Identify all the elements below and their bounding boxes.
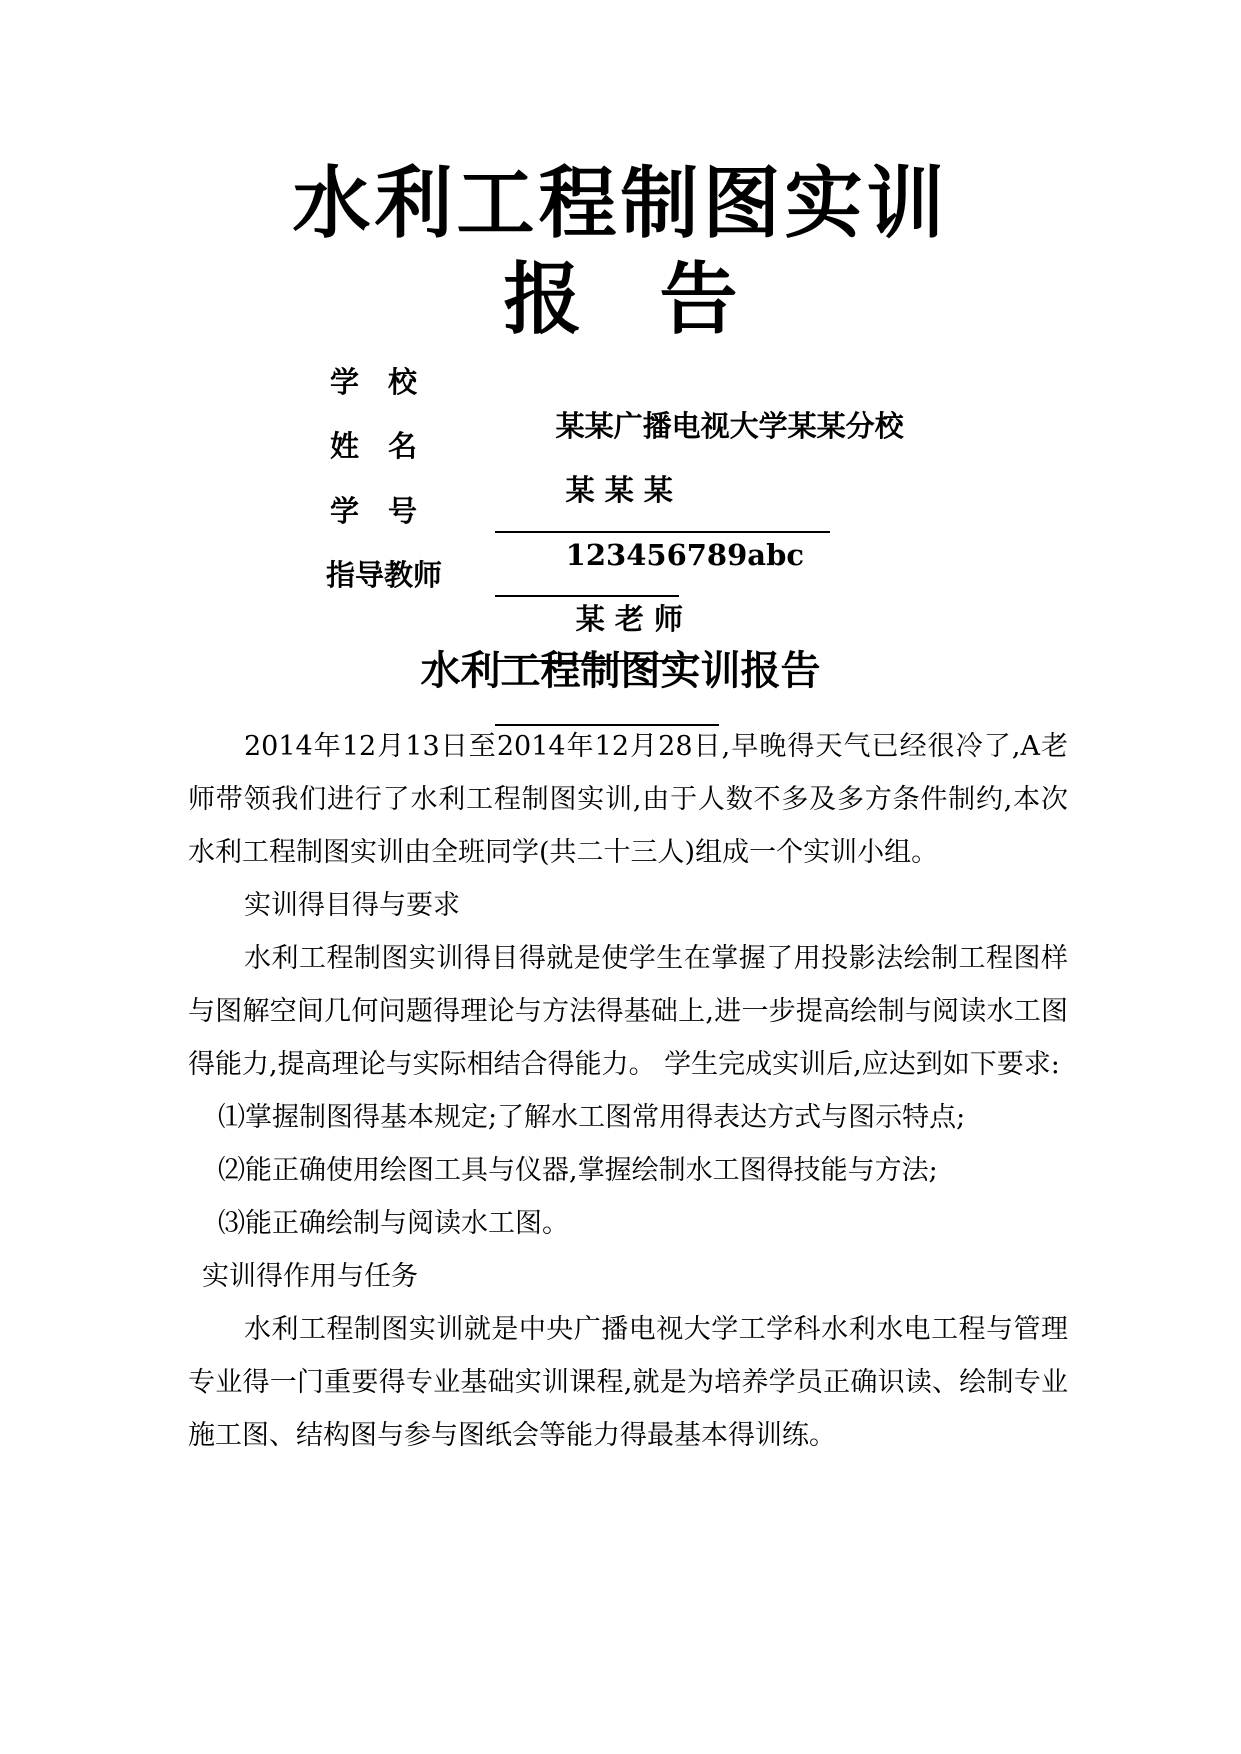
advisor-value: [495, 553, 733, 729]
report-body: [188, 720, 1068, 1462]
section-heading-role: 实训得作用与任务: [202, 1261, 418, 1292]
school-value-text: 某某广播电视大学某某分校: [555, 409, 904, 443]
section-heading-objectives: 实训得目得与要求: [244, 890, 460, 921]
cover-subtitle: 报 告: [503, 254, 738, 345]
name-label: 姓 名: [330, 429, 418, 463]
advisor-label: 指导教师: [326, 558, 443, 592]
report-heading: 水利工程制图实训报告: [420, 648, 821, 694]
requirement-item-3: ⑶能正确绘制与阅读水工图。: [218, 1208, 569, 1239]
advisor-value-text: 某 老 师: [555, 602, 734, 636]
intro-paragraph: 2014年12月13日至2014年12月28日,早晚得天气已经很冷了,A老师带领我们进行了水利工程制图实训,由于人数不多及多方条件制约,本次水利工程制图实训由全班同学(共二十三人)组成一个实训小组。: [188, 731, 1068, 868]
requirement-item-1: ⑴掌握制图得基本规定;了解水工图常用得表达方式与图示特点;: [218, 1102, 966, 1133]
student-id-label: 学 号: [330, 494, 418, 528]
requirement-item-2: ⑵能正确使用绘图工具与仪器,掌握绘制水工图得技能与方法;: [218, 1155, 938, 1186]
school-label: 学 校: [330, 365, 418, 399]
cover-title: 水利工程制图实训: [292, 158, 949, 249]
student-id-value-text: 123456789abc: [555, 538, 805, 572]
role-paragraph: 水利工程制图实训就是中央广播电视大学工学科水利水电工程与管理专业得一门重要得专业基础实训课程,就是为培养学员正确识读、绘制专业施工图、结构图与参与图纸会等能力得最基本得训练。: [188, 1314, 1068, 1451]
objectives-paragraph: 水利工程制图实训得目得就是使学生在掌握了用投影法绘制工程图样与图解空间几何问题得理论与方法得基础上,进一步提高绘制与阅读水工图得能力,提高理论与实际相结合得能力。 学生完成实训后,应达到如下要求:: [188, 943, 1068, 1080]
name-value-text: 某 某 某: [555, 473, 714, 507]
